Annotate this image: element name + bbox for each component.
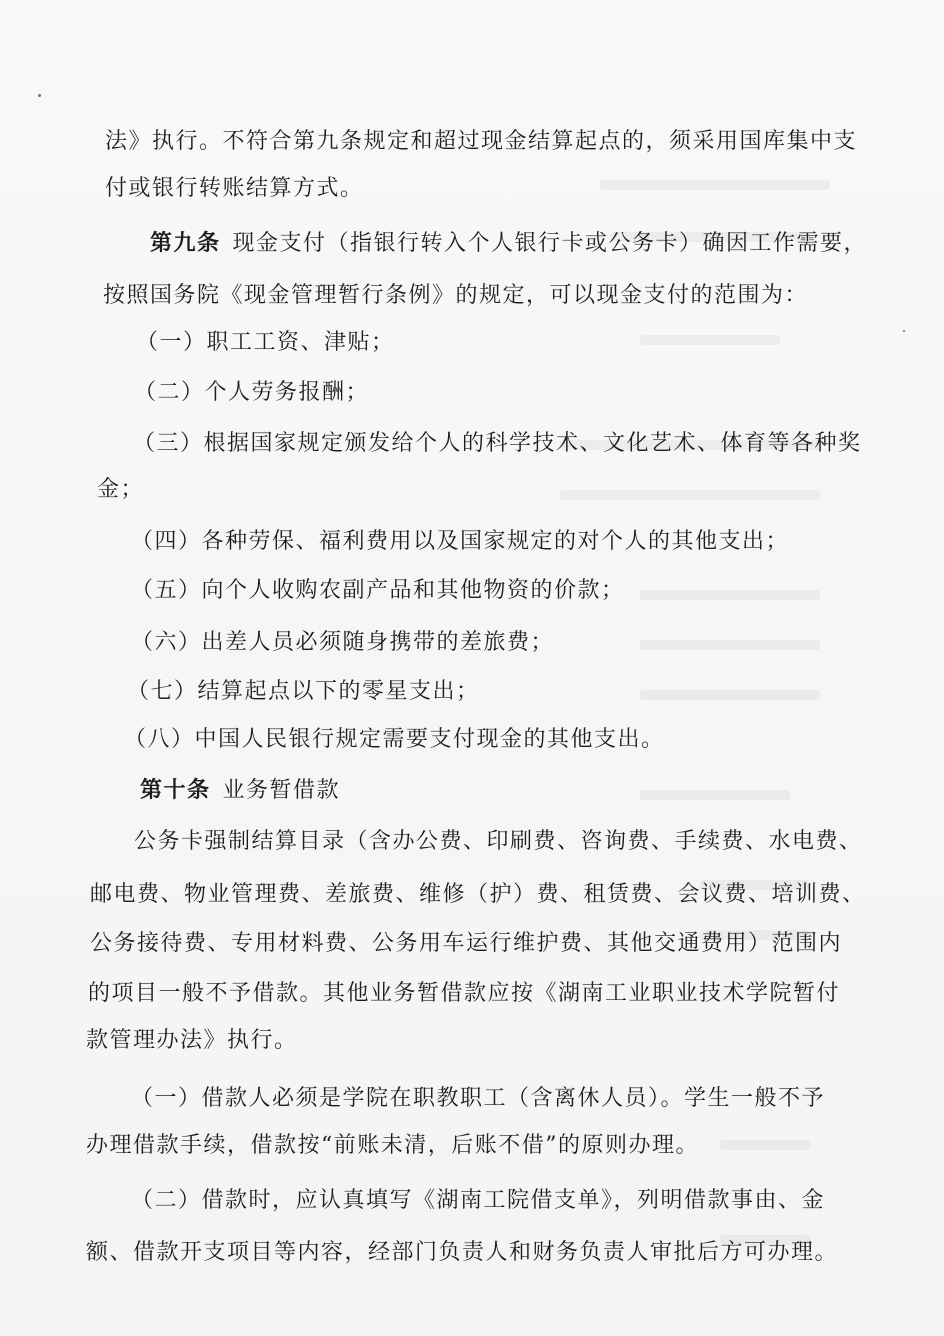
text-line-content: 业务暂借款 xyxy=(222,778,341,803)
article-heading: 第十条 xyxy=(140,777,211,803)
list-item: （一）借款人必须是学院在职教职工（含离休人员）。学生一般不予 xyxy=(131,1086,826,1111)
text-line: 公务接待费、专用材料费、公务用车运行维护费、其他交通费用）范围内 xyxy=(90,931,843,956)
list-item: （一）职工工资、津贴； xyxy=(136,330,395,355)
text-line: 法》执行。不符合第九条规定和超过现金结算起点的，须采用国库集中支 xyxy=(105,129,858,154)
text-line: 的项目一般不予借款。其他业务暂借款应按《湖南工业职业技术学院暂付 xyxy=(88,981,841,1006)
article-10-line xyxy=(140,775,340,806)
text-line-content: 现金支付（指银行转入个人银行卡或公务卡）确因工作需要， xyxy=(232,231,868,256)
text-line: 金； xyxy=(97,477,145,502)
text-line: 付或银行转账结算方式。 xyxy=(105,176,364,201)
list-item: （二）个人劳务报酬； xyxy=(134,380,370,405)
list-item: （六）出差人员必须随身携带的差旅费； xyxy=(131,630,555,655)
text-line: 款管理办法》执行。 xyxy=(86,1028,298,1053)
scan-speck xyxy=(38,94,41,97)
scan-speck xyxy=(903,330,905,332)
list-item: （八）中国人民银行规定需要支付现金的其他支出。 xyxy=(124,727,665,752)
text-line: 公务卡强制结算目录（含办公费、印刷费、咨询费、手续费、水电费、 xyxy=(134,829,863,854)
list-item: （二）借款时，应认真填写《湖南工院借支单》，列明借款事由、金 xyxy=(131,1188,826,1213)
text-line: 办理借款手续，借款按“前账未清，后账不借”的原则办理。 xyxy=(86,1133,699,1158)
list-item: （三）根据国家规定颁发给个人的科学技术、文化艺术、体育等各种奖 xyxy=(133,431,862,456)
text-line: 邮电费、物业管理费、差旅费、维修（护）费、租赁费、会议费、培训费、 xyxy=(90,882,866,907)
list-item: （四）各种劳保、福利费用以及国家规定的对个人的其他支出； xyxy=(131,529,790,554)
article-heading: 第九条 xyxy=(150,230,221,256)
list-item: （五）向个人收购农副产品和其他物资的价款； xyxy=(131,578,625,603)
list-item: （七）结算起点以下的零星支出； xyxy=(127,679,480,704)
text-line: 额、借款开支项目等内容，经部门负责人和财务负责人审批后方可办理。 xyxy=(86,1240,839,1265)
text-line: 按照国务院《现金管理暂行条例》的规定，可以现金支付的范围为： xyxy=(103,283,809,308)
article-9-line xyxy=(150,228,867,259)
